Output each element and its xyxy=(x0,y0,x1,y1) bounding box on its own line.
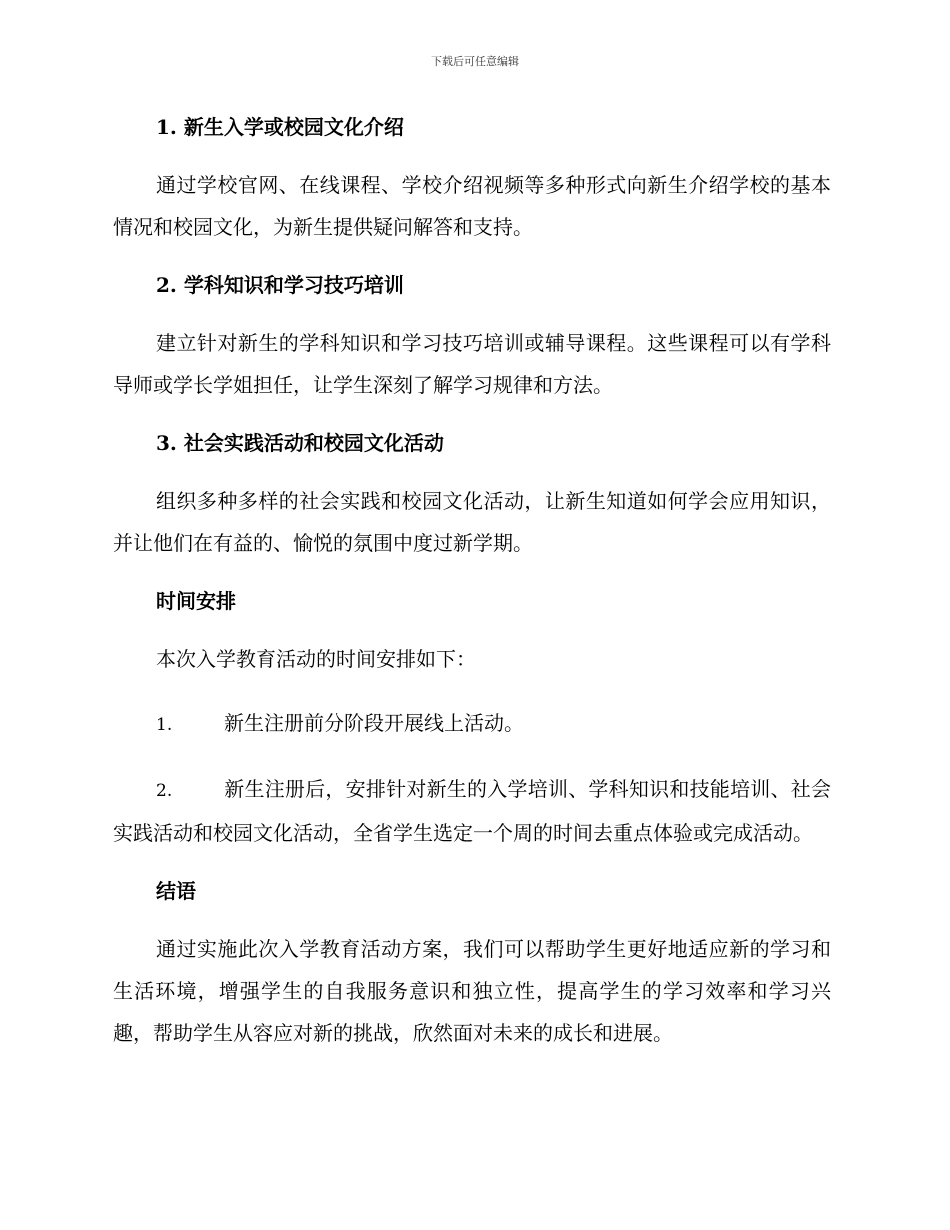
schedule-item-2 xyxy=(113,768,831,854)
section-1-paragraph: 通过学校官网、在线课程、学校介绍视频等多种形式向新生介绍学校的基本情况和校园文化，为新生提供疑问解答和支持。 xyxy=(113,173,831,239)
header-note: 下载后可任意编辑 xyxy=(431,55,519,68)
section-2-heading: 2. 学科知识和学习技巧培训 xyxy=(156,273,404,297)
section-1-heading: 1. 新生入学或校园文化介绍 xyxy=(156,115,404,139)
schedule-item-2-text: 新生注册后，安排针对新生的入学培训、学科知识和技能培训、社会实践活动和校园文化活动，全省学生选定一个周的时间去重点体验或完成活动。 xyxy=(113,777,831,845)
section-3-heading: 3. 社会实践活动和校园文化活动 xyxy=(156,431,444,455)
schedule-item-2-number: 2. xyxy=(156,781,173,801)
conclusion-heading: 结语 xyxy=(156,879,196,903)
schedule-intro: 本次入学教育活动的时间安排如下： xyxy=(156,647,476,671)
conclusion-paragraph: 通过实施此次入学教育活动方案，我们可以帮助学生更好地适应新的学习和生活环境，增强学生的自我服务意识和独立性，提高学生的学习效率和学习兴趣，帮助学生从容应对新的挑战，欣然面对未来的成长和进展。 xyxy=(113,937,831,1045)
document-body xyxy=(113,112,831,1054)
schedule-item-1-number: 1. xyxy=(156,715,173,735)
schedule-item-1 xyxy=(113,702,831,746)
schedule-heading: 时间安排 xyxy=(156,589,236,613)
section-3-paragraph: 组织多种多样的社会实践和校园文化活动，让新生知道如何学会应用知识，并让他们在有益的、愉悦的氛围中度过新学期。 xyxy=(113,489,831,555)
schedule-item-1-text: 新生注册前分阶段开展线上活动。 xyxy=(224,711,524,735)
section-2-paragraph: 建立针对新生的学科知识和学习技巧培训或辅导课程。这些课程可以有学科导师或学长学姐担任，让学生深刻了解学习规律和方法。 xyxy=(113,331,831,397)
